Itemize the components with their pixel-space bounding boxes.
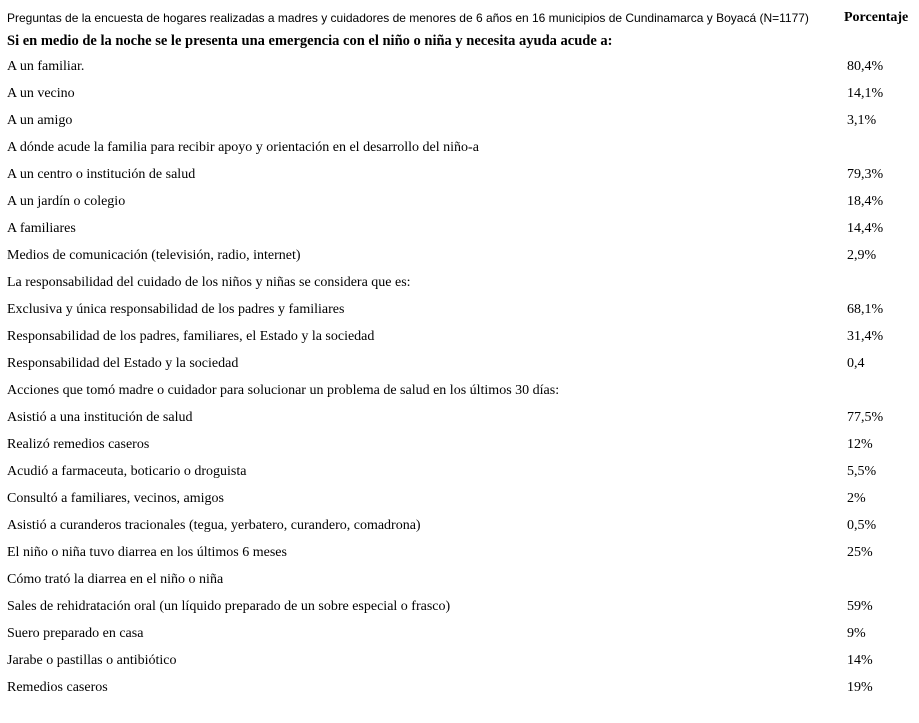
question-cell: Si en medio de la noche se le presenta una emergencia con el niño o niña y necesita ayuda acude a: bbox=[7, 33, 613, 49]
percentage-cell: 68,1% bbox=[847, 301, 884, 317]
question-cell: Medios de comunicación (televisión, radio, internet) bbox=[7, 247, 301, 263]
table-row bbox=[4, 431, 915, 458]
table-row bbox=[4, 647, 915, 674]
table-row bbox=[4, 593, 915, 620]
percentage-cell: 0,4 bbox=[847, 355, 865, 371]
percentage-cell bbox=[842, 134, 915, 161]
percentage-cell: 2,9% bbox=[847, 247, 877, 263]
percentage-cell: 3,1% bbox=[847, 112, 877, 128]
question-cell: Asistió a una institución de salud bbox=[7, 409, 193, 425]
percentage-cell: 79,3% bbox=[847, 166, 884, 182]
percentage-cell bbox=[842, 566, 915, 593]
percentage-cell: 9% bbox=[847, 625, 866, 641]
table-row bbox=[4, 188, 915, 215]
percentage-cell: 12% bbox=[847, 436, 873, 452]
percentage-cell: 31,4% bbox=[847, 328, 884, 344]
table-row bbox=[4, 620, 915, 647]
table-header-row bbox=[4, 5, 915, 30]
question-cell: La responsabilidad del cuidado de los niños y niñas se considera que es: bbox=[7, 274, 411, 290]
table-row bbox=[4, 458, 915, 485]
question-cell: Acciones que tomó madre o cuidador para solucionar un problema de salud en los últimos 30 días: bbox=[7, 382, 560, 398]
table-row bbox=[4, 404, 915, 431]
percentage-cell bbox=[842, 30, 915, 53]
percentage-cell: 14,1% bbox=[847, 85, 884, 101]
table-row bbox=[4, 269, 915, 296]
table-row bbox=[4, 80, 915, 107]
table-row bbox=[4, 107, 915, 134]
table-row bbox=[4, 674, 915, 701]
question-cell: Consultó a familiares, vecinos, amigos bbox=[7, 490, 224, 506]
question-cell: A dónde acude la familia para recibir apoyo y orientación en el desarrollo del niño-a bbox=[7, 139, 479, 155]
table-row bbox=[4, 566, 915, 593]
table-row bbox=[4, 539, 915, 566]
percentage-column-header: Porcentaje bbox=[844, 9, 909, 25]
table-row bbox=[4, 242, 915, 269]
percentage-cell: 59% bbox=[847, 598, 873, 614]
percentage-cell: 25% bbox=[847, 544, 873, 560]
question-cell: Acudió a farmaceuta, boticario o droguista bbox=[7, 463, 247, 479]
table-row bbox=[4, 161, 915, 188]
percentage-cell: 0,5% bbox=[847, 517, 877, 533]
question-cell: Asistió a curanderos tracionales (tegua, yerbatero, curandero, comadrona) bbox=[7, 517, 421, 533]
question-cell: A un jardín o colegio bbox=[7, 193, 126, 209]
question-cell: Suero preparado en casa bbox=[7, 625, 144, 641]
table-row bbox=[4, 485, 915, 512]
table-row bbox=[4, 377, 915, 404]
question-cell: Exclusiva y única responsabilidad de los padres y familiares bbox=[7, 301, 345, 317]
percentage-cell: 14% bbox=[847, 652, 873, 668]
question-cell: A familiares bbox=[7, 220, 76, 236]
question-cell: A un familiar. bbox=[7, 58, 85, 74]
table-row bbox=[4, 215, 915, 242]
question-cell: A un centro o institución de salud bbox=[7, 166, 196, 182]
percentage-cell: 18,4% bbox=[847, 193, 884, 209]
table-row bbox=[4, 323, 915, 350]
question-cell: A un vecino bbox=[7, 85, 75, 101]
section-heading-row bbox=[4, 30, 915, 53]
question-cell: Sales de rehidratación oral (un líquido preparado de un sobre especial o frasco) bbox=[7, 598, 451, 614]
percentage-cell bbox=[842, 269, 915, 296]
question-cell: Jarabe o pastillas o antibiótico bbox=[7, 652, 177, 668]
table-row bbox=[4, 512, 915, 539]
table-row bbox=[4, 296, 915, 323]
table-row bbox=[4, 53, 915, 80]
question-cell: Cómo trató la diarrea en el niño o niña bbox=[7, 571, 224, 587]
percentage-cell: 19% bbox=[847, 679, 873, 695]
question-column-header: Preguntas de la encuesta de hogares realizadas a madres y cuidadores de menores de 6 años en 16 municipios de Cundinamarca y Boyacá (N=1177) bbox=[7, 10, 809, 25]
survey-table bbox=[4, 5, 915, 701]
table-row bbox=[4, 350, 915, 377]
percentage-cell: 77,5% bbox=[847, 409, 884, 425]
percentage-cell bbox=[842, 377, 915, 404]
question-cell: El niño o niña tuvo diarrea en los últimos 6 meses bbox=[7, 544, 287, 560]
table-row bbox=[4, 134, 915, 161]
percentage-cell: 5,5% bbox=[847, 463, 877, 479]
question-cell: Remedios caseros bbox=[7, 679, 108, 695]
percentage-cell: 14,4% bbox=[847, 220, 884, 236]
percentage-cell: 2% bbox=[847, 490, 866, 506]
question-cell: Realizó remedios caseros bbox=[7, 436, 150, 452]
percentage-cell: 80,4% bbox=[847, 58, 884, 74]
question-cell: A un amigo bbox=[7, 112, 73, 128]
table-body bbox=[4, 30, 915, 701]
question-cell: Responsabilidad de los padres, familiares, el Estado y la sociedad bbox=[7, 328, 375, 344]
question-cell: Responsabilidad del Estado y la sociedad bbox=[7, 355, 239, 371]
